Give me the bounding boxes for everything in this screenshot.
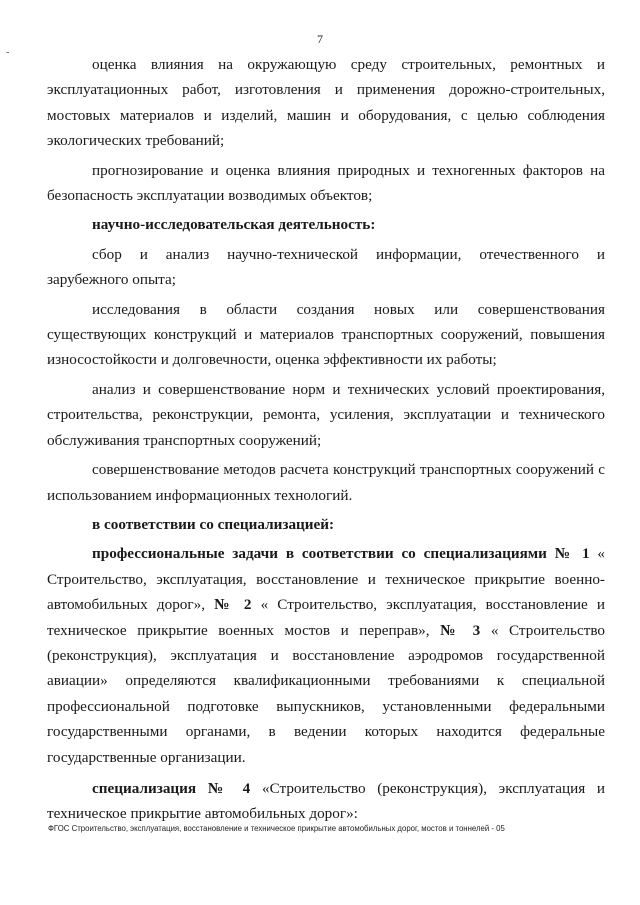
paragraph: анализ и совершенствование норм и технических условий проектирования, строительства, реконструкции, ремонта, усиления, эксплуатации и технического обслуживания транспортных сооружений; (47, 380, 605, 449)
section-heading: научно-исследовательская деятельность: (92, 216, 376, 234)
paragraph: исследования в области создания новых или совершенствования существующих конструкций и материалов транспортных сооружений, повышения износостойкости и долговечности, оценка эффективности их работы; (47, 300, 605, 369)
spec4-lead: специализация № 4 (92, 779, 251, 797)
paragraph: совершенствование методов расчета конструкций транспортных сооружений с использованием информационных технологий. (47, 461, 605, 504)
spec-text-1: « Строительство, эксплуатация, восстановление и техническое прикрытие военно-автомобильных дорог», (47, 545, 606, 614)
paragraph: оценка влияния на окружающую среду строительных, ремонтных и эксплуатационных работ, изготовления и применения дорожно-строительных, мостовых материалов и изделий, машин и оборудования, с целью соблюдения экологических требований; (47, 56, 605, 150)
page-number: 7 (317, 32, 323, 46)
spec4-text: «Строительство (реконструкция), эксплуатация и техническое прикрытие автомобильных дорог»: (47, 779, 605, 823)
spec-number-1: № 1 (554, 545, 590, 563)
margin-mark: - (6, 47, 10, 58)
section-heading: в соответствии со специализацией: (92, 515, 335, 533)
spec-text-2: « Строительство, эксплуатация, восстановление и техническое прикрытие военных мостов и переправ», (47, 596, 605, 639)
body-text (47, 52, 605, 827)
paragraph: сбор и анализ научно-технической информации, отечественного и зарубежного опыта; (47, 245, 605, 289)
spec-number-3: № 3 (440, 621, 481, 639)
spec-text-3: « Строительство (реконструкция), эксплуатация и восстановление аэродромов государственной авиации» определяются квалификационными требованиями к специальной профессиональной подготовке выпускников, установленными федеральными государственными органами, в ведении которых находится федеральные государственные организации. (47, 621, 605, 766)
specialization-4-paragraph (47, 776, 605, 827)
paragraph: прогнозирование и оценка влияния природных и техногенных факторов на безопасность эксплуатации возводимых объектов; (47, 161, 605, 205)
spec-number-2: № 2 (214, 596, 252, 614)
spec-lead: профессиональные задачи в соответствии со специализациями (92, 545, 547, 563)
specialization-paragraph (47, 541, 605, 770)
page-footer: ФГОС Строительство, эксплуатация, восстановление и техническое прикрытие автомобильных дорог, мостов и тоннелей - 05 (48, 824, 505, 833)
